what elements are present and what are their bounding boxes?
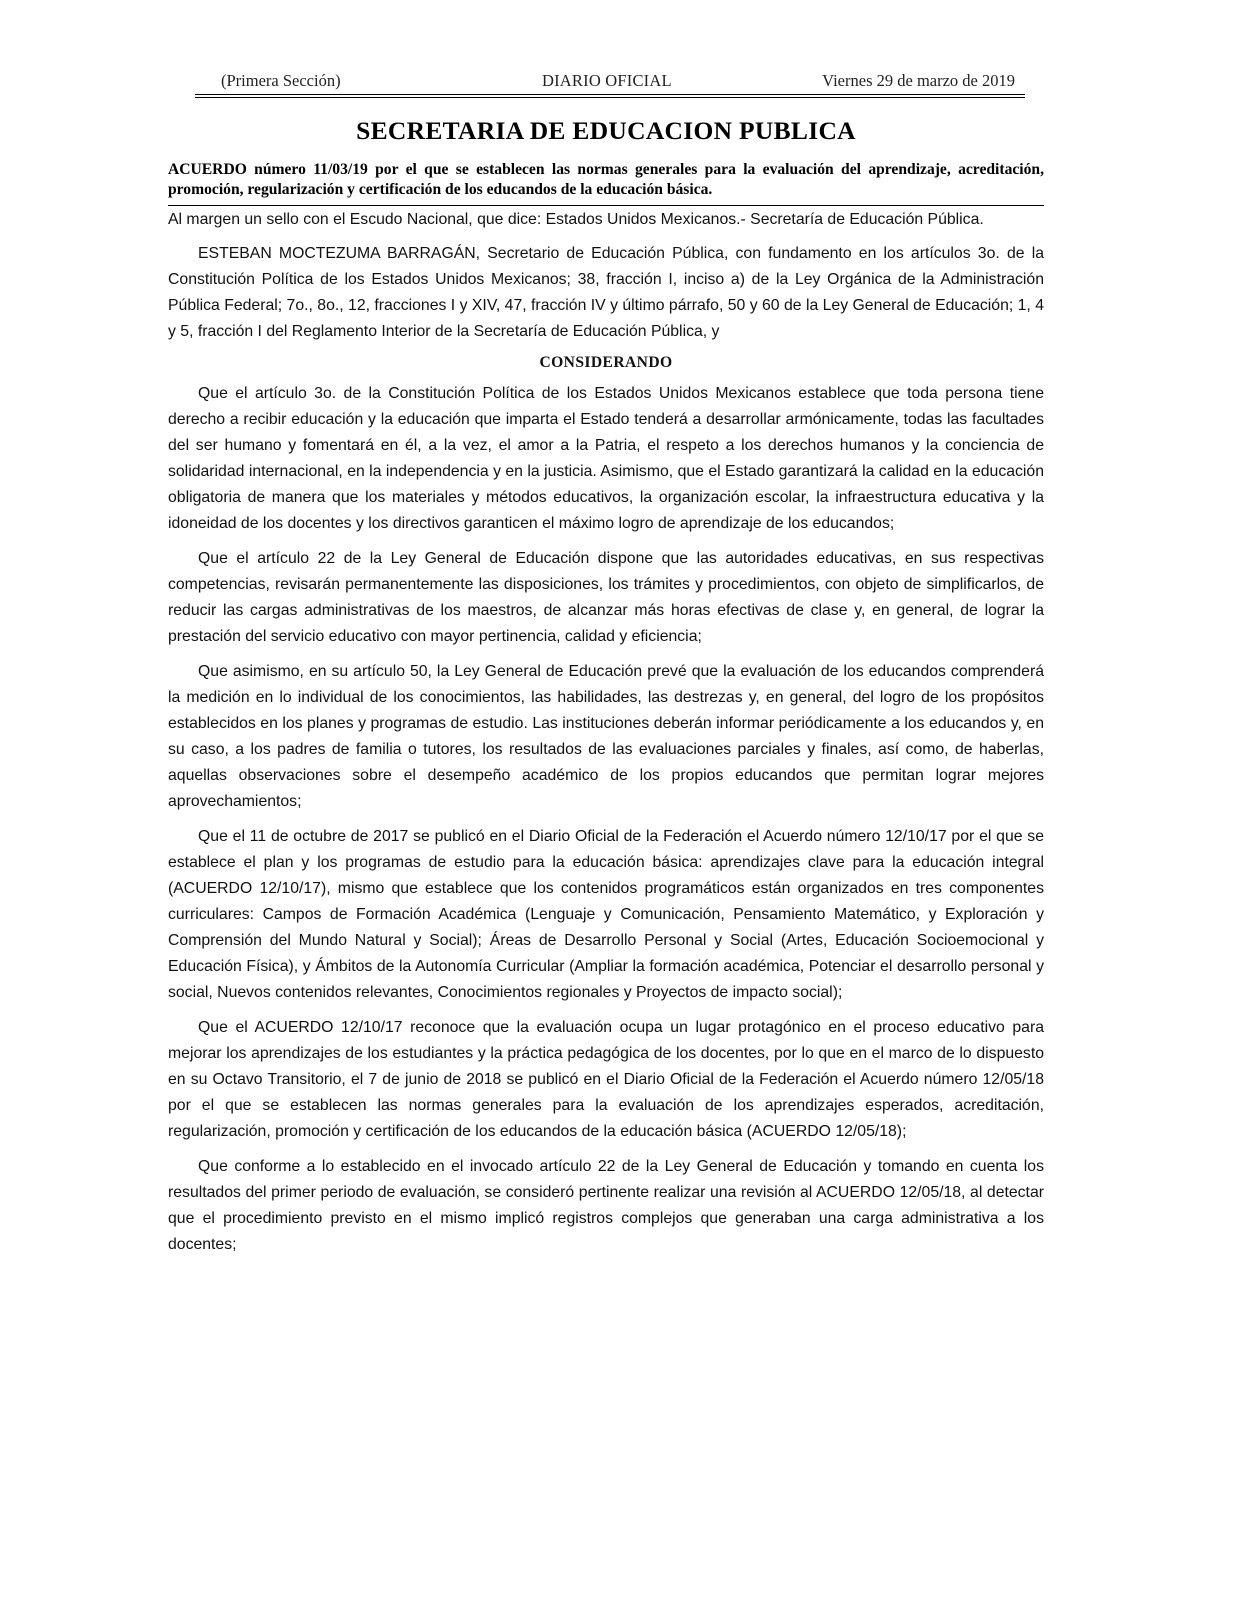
considerando-paragraph: Que conforme a lo establecido en el invocado artículo 22 de la Ley General de Educación y tomando en cuenta los resultados del primer periodo de evaluación, se consideró pertinente realizar una revisión al ACUERDO 12/05/18, al detectar que el procedimiento previsto en el mismo implicó registros complejos que generaban una carga administrativa a los docentes;	[168, 1158, 1044, 1253]
header-rule-top	[195, 94, 1025, 95]
document-body	[168, 210, 1044, 1258]
header-publication: DIARIO OFICIAL	[542, 71, 672, 90]
considerando-paragraph: Que el ACUERDO 12/10/17 reconoce que la evaluación ocupa un lugar protagónico en el proceso educativo para mejorar los aprendizajes de los estudiantes y la práctica pedagógica de los docentes, por lo que en el marco de lo dispuesto en su Octavo Transitorio, el 7 de junio de 2018 se publicó en el Diario Oficial de la Federación el Acuerdo número 12/05/18 por el que se establecen las normas generales para la evaluación de los aprendizajes esperados, acreditación, regularización, promoción y certificación de los educandos de la educación básica (ACUERDO 12/05/18);	[168, 1019, 1044, 1140]
considerando-heading: CONSIDERANDO	[539, 354, 673, 371]
preamble-paragraph: ESTEBAN MOCTEZUMA BARRAGÁN, Secretario de Educación Pública, con fundamento en los artículos 3o. de la Constitución Política de los Estados Unidos Mexicanos; 38, fracción I, inciso a) de la Ley Orgánica de la Administración Pública Federal; 7o., 8o., 12, fracciones I y XIV, 47, fracción IV y último párrafo, 50 y 60 de la Ley General de Educación; 1, 4 y 5, fracción I del Reglamento Interior de la Secretaría de Educación Pública, y	[168, 245, 1044, 340]
acuerdo-title: ACUERDO número 11/03/19 por el que se establecen las normas generales para la evaluación del aprendizaje, acreditación, promoción, regularización y certificación de los educandos de la educación básica.	[168, 161, 1044, 198]
header-section: (Primera Sección)	[221, 71, 341, 90]
considerando-paragraph: Que asimismo, en su artículo 50, la Ley General de Educación prevé que la evaluación de los educandos comprenderá la medición en lo individual de los conocimientos, las habilidades, las destrezas y, en general, del logro de los propósitos establecidos en los planes y programas de estudio. Las instituciones deberán informar periódicamente a los educandos y, en su caso, a los padres de familia o tutores, los resultados de las evaluaciones parciales y finales, así como, de haberlas, aquellas observaciones sobre el desempeño académico de los propios educandos que permitan lograr mejores aprovechamientos;	[168, 663, 1044, 810]
margin-note: Al margen un sello con el Escudo Nacional, que dice: Estados Unidos Mexicanos.- Secretaría de Educación Pública.	[168, 211, 984, 228]
header-rule-bottom	[195, 97, 1025, 98]
page-header	[195, 71, 1025, 95]
section-title: SECRETARIA DE EDUCACION PUBLICA	[356, 116, 856, 145]
considerando-paragraph: Que el artículo 22 de la Ley General de Educación dispone que las autoridades educativas, en sus respectivas competencias, revisarán permanentemente las disposiciones, los trámites y procedimientos, con objeto de simplificarlos, de reducir las cargas administrativas de los maestros, de alcanzar más horas efectivas de clase y, en general, de lograr la prestación del servicio educativo con mayor pertinencia, calidad y eficiencia;	[168, 550, 1044, 645]
header-date: Viernes 29 de marzo de 2019	[822, 71, 1015, 90]
acuerdo-rule	[168, 205, 1044, 206]
considerando-paragraph: Que el 11 de octubre de 2017 se publicó en el Diario Oficial de la Federación el Acuerdo número 12/10/17 por el que se establece el plan y los programas de estudio para la educación básica: aprendizajes clave para la educación integral (ACUERDO 12/10/17), mismo que establece que los contenidos programáticos están organizados en tres componentes curriculares: Campos de Formación Académica (Lenguaje y Comunicación, Pensamiento Matemático, y Exploración y Comprensión del Mundo Natural y Social); Áreas de Desarrollo Personal y Social (Artes, Educación Socioemocional y Educación Física), y Ámbitos de la Autonomía Curricular (Ampliar la formación académica, Potenciar el desarrollo personal y social, Nuevos contenidos relevantes, Conocimientos regionales y Proyectos de impacto social);	[168, 828, 1044, 1001]
considerando-paragraph: Que el artículo 3o. de la Constitución Política de los Estados Unidos Mexicanos establece que toda persona tiene derecho a recibir educación y la educación que imparta el Estado tenderá a desarrollar armónicamente, todas las facultades del ser humano y fomentará en él, a la vez, el amor a la Patria, el respeto a los derechos humanos y la conciencia de solidaridad internacional, en la independencia y en la justicia. Asimismo, que el Estado garantizará la calidad en la educación obligatoria de manera que los materiales y métodos educativos, la organización escolar, la infraestructura educativa y la idoneidad de los docentes y los directivos garanticen el máximo logro de aprendizaje de los educandos;	[168, 385, 1044, 532]
